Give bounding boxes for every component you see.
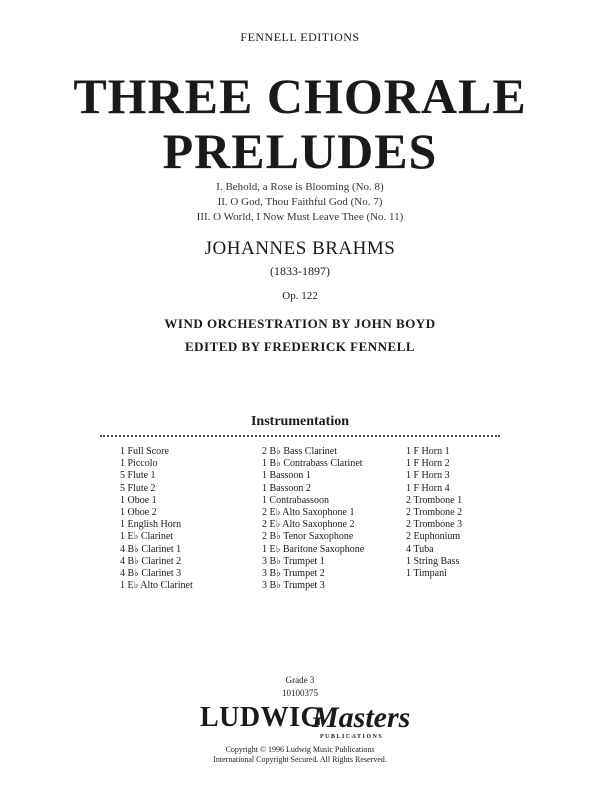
title-line-2: PRELUDES <box>162 123 438 179</box>
catalog-number: 10100375 <box>282 688 318 698</box>
instrument-item: 2 Trombone 3 <box>406 519 463 531</box>
instrument-item: 1 String Bass <box>406 555 460 567</box>
instrument-item: 1 F Horn 4 <box>406 482 450 494</box>
instrument-item: 1 Oboe 1 <box>120 494 157 506</box>
instrument-column-1 <box>120 446 193 592</box>
copyright-line-2: International Copyright Secured. All Rights Reserved. <box>213 755 387 764</box>
instrument-item: 1 Timpani <box>406 568 447 580</box>
movement-3: III. O World, I Now Must Leave Thee (No. 11) <box>196 211 404 223</box>
instrument-item: 4 B♭ Clarinet 2 <box>120 555 182 567</box>
instrument-item: 1 Bassoon 1 <box>262 470 311 482</box>
instrument-item: 2 Euphonium <box>406 531 461 543</box>
instrument-item: 1 Contrabassoon <box>262 494 329 506</box>
instrument-item: 2 B♭ Bass Clarinet <box>262 446 337 457</box>
logo-script: Masters <box>312 701 411 734</box>
movement-1: I. Behold, a Rose is Blooming (No. 8) <box>216 181 384 193</box>
instrument-item: 1 B♭ Contrabass Clarinet <box>262 458 363 470</box>
orchestration-credit: WIND ORCHESTRATION BY JOHN BOYD <box>164 316 436 331</box>
instrument-item: 3 B♭ Trumpet 1 <box>262 555 325 567</box>
instrument-item: 2 E♭ Alto Saxophone 2 <box>262 519 355 531</box>
instrument-item: 2 E♭ Alto Saxophone 1 <box>262 507 355 519</box>
instrument-item: 1 Bassoon 2 <box>262 482 311 494</box>
composer-name: JOHANNES BRAHMS <box>204 238 396 259</box>
instrumentation-divider <box>100 435 500 437</box>
publisher-imprint: FENNELL EDITIONS <box>240 30 360 44</box>
title-line-1: THREE CHORALE <box>73 68 527 124</box>
logo-wordmark: LUDWIG <box>200 702 323 733</box>
instrument-item: 3 B♭ Trumpet 3 <box>262 580 325 592</box>
instrument-item: 1 F Horn 1 <box>406 446 450 457</box>
instrument-item: 1 English Horn <box>120 519 182 531</box>
instrument-column-2 <box>262 446 364 592</box>
instrument-column-3 <box>406 446 462 580</box>
opus-number: Op. 122 <box>282 290 318 302</box>
grade-level: Grade 3 <box>285 675 315 685</box>
instrument-item: 1 E♭ Baritone Saxophone <box>262 543 365 555</box>
instrumentation-heading: Instrumentation <box>250 414 349 429</box>
instrument-item: 1 E♭ Alto Clarinet <box>120 580 193 592</box>
instrument-item: 1 Oboe 2 <box>120 507 157 519</box>
instrument-item: 5 Flute 2 <box>120 482 156 494</box>
movement-2: II. O God, Thou Faithful God (No. 7) <box>217 196 383 208</box>
instrument-item: 2 B♭ Tenor Saxophone <box>262 531 354 543</box>
instrument-item: 5 Flute 1 <box>120 470 156 482</box>
publisher-logo <box>200 701 411 742</box>
editor-credit: EDITED BY FREDERICK FENNELL <box>184 339 416 354</box>
instrument-item: 1 F Horn 3 <box>406 470 450 482</box>
instrument-item: 1 Full Score <box>120 446 169 457</box>
instrument-item: 4 Tuba <box>406 543 434 555</box>
instrument-item: 2 Trombone 2 <box>406 507 463 519</box>
composer-dates: (1833-1897) <box>270 264 330 278</box>
instrument-item: 3 B♭ Trumpet 2 <box>262 568 325 580</box>
instrument-item: 4 B♭ Clarinet 3 <box>120 568 182 580</box>
copyright-line-1: Copyright © 1996 Ludwig Music Publications <box>225 745 375 754</box>
instrument-item: 4 B♭ Clarinet 1 <box>120 543 182 555</box>
instrument-item: 2 Trombone 1 <box>406 494 463 506</box>
instrument-item: 1 F Horn 2 <box>406 458 450 470</box>
instrument-item: 1 E♭ Clarinet <box>120 531 174 543</box>
logo-subtitle: PUBLICATIONS <box>320 734 384 740</box>
instrument-item: 1 Piccolo <box>120 458 158 470</box>
